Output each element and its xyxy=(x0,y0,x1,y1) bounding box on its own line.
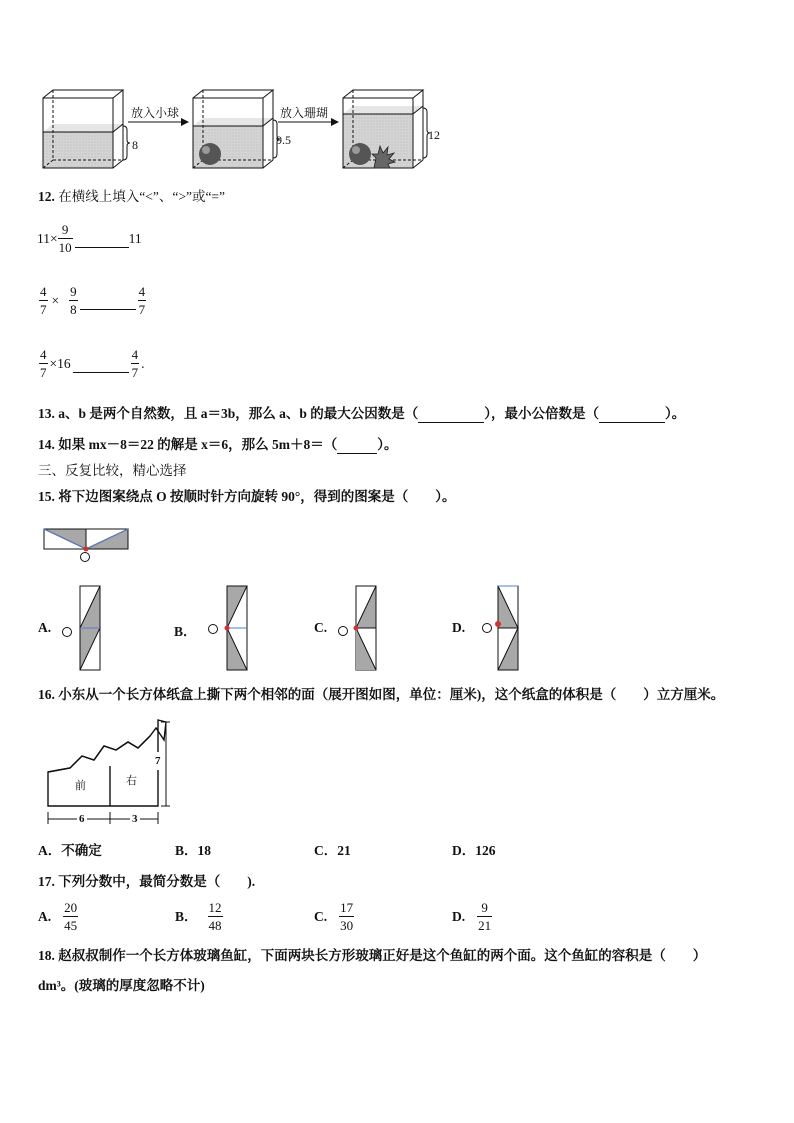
q12-l2-fraction2: $\frac{9}{8}$ xyxy=(70,284,77,317)
q17-option-c[interactable]: C. $\frac{17}{30}$ xyxy=(314,900,354,933)
q17-stem xyxy=(38,873,255,891)
q12-l1-blank[interactable] xyxy=(75,229,129,248)
q16-number: 16. xyxy=(38,687,55,702)
q16-height-label: 7 xyxy=(155,752,161,770)
q14-number: 14. xyxy=(38,437,55,452)
q12-l3-times16: ×16 xyxy=(49,355,71,371)
q12-line2 xyxy=(39,284,146,317)
q12-stem xyxy=(38,188,225,206)
q15-original-pattern xyxy=(40,524,140,564)
q12-l1-fraction: $\frac{9}{10}$ xyxy=(58,222,72,255)
q12-l2-blank[interactable] xyxy=(80,291,136,310)
q18-text: 赵叔叔制作一个长方体玻璃鱼缸，下面两块长方形玻璃正好是这个鱼缸的两个面。这个鱼缸的容积是（ ） xyxy=(58,948,707,963)
height-label-3: 12 xyxy=(428,128,440,142)
q16-text: 小东从一个长方体纸盒上撕下两个相邻的面（展开图如图，单位：厘米)，这个纸盒的体积是（ ）立方厘米。 xyxy=(58,687,725,702)
q14-text: 如果 mx－8＝22 的解是 x＝6，那么 5m＋8＝（ xyxy=(58,437,338,452)
q12-l2-fraction3: $\frac{4}{7}$ xyxy=(138,284,146,317)
container-3 xyxy=(343,90,430,168)
q12-text: 在横线上填入“<”、“>”或“=” xyxy=(58,189,226,204)
q17-option-a[interactable]: A. $\frac{20}{45}$ xyxy=(38,900,78,933)
q13-stem xyxy=(38,405,685,423)
q16-right-label: 右 xyxy=(126,775,137,787)
q12-l3-fraction2: $\frac{4}{7}$ xyxy=(131,347,139,380)
q12-l2-fraction1: $\frac{4}{7}$ xyxy=(40,284,47,317)
q14-blank[interactable] xyxy=(337,437,377,454)
q13-text-end: ）。 xyxy=(665,406,686,421)
q15-option-a-label[interactable]: A. xyxy=(38,620,52,635)
q17-option-b[interactable]: B． $\frac{12}{48}$ xyxy=(175,900,222,933)
q15-option-c-label[interactable]: C. xyxy=(314,620,328,635)
q12-l1-right: 11 xyxy=(128,230,142,246)
q17-option-d[interactable]: D. $\frac{9}{21}$ xyxy=(452,900,492,933)
q12-l1-left: 11× xyxy=(37,230,58,246)
height-label-2: 9.5 xyxy=(276,133,291,147)
q18-number: 18. xyxy=(38,948,55,963)
q12-line3 xyxy=(39,347,145,380)
q16-net-figure xyxy=(40,716,170,826)
q16-option-a[interactable]: A．不确定 xyxy=(38,843,102,858)
height-label-1: 8 xyxy=(132,138,138,152)
q15-option-c-figure[interactable] xyxy=(336,585,386,675)
q12-l3-fraction1: $\frac{4}{7}$ xyxy=(40,347,47,380)
q12-l2-times: × xyxy=(51,292,60,308)
q14-stem xyxy=(38,436,398,454)
q15-stem xyxy=(38,488,456,506)
section-3-heading: 三、反复比较，精心选择 xyxy=(38,463,187,478)
q16-stem xyxy=(38,686,724,704)
q13-text-mid: ），最小公倍数是（ xyxy=(484,406,600,421)
q15-option-b-figure[interactable] xyxy=(205,585,255,675)
q12-l3-period: . xyxy=(141,355,145,371)
q15-option-d-label[interactable]: D. xyxy=(452,620,466,635)
q12-number: 12. xyxy=(38,189,55,204)
q17-text: 下列分数中，最简分数是（ ). xyxy=(58,874,256,889)
q18-line2: dm³。(玻璃的厚度忽略不计) xyxy=(38,978,205,993)
container-2 xyxy=(193,90,280,168)
q18-stem xyxy=(38,947,706,965)
q15-option-d-figure[interactable] xyxy=(478,585,528,675)
q15-option-a-figure[interactable] xyxy=(60,585,105,675)
arrow2-label: 放入珊瑚 xyxy=(280,106,329,120)
q13-blank1[interactable] xyxy=(418,406,484,423)
container-figure xyxy=(40,84,460,174)
q13-blank2[interactable] xyxy=(599,406,665,423)
q12-line1 xyxy=(37,222,142,255)
q12-l3-blank[interactable] xyxy=(73,354,129,373)
q14-text-end: ）。 xyxy=(377,437,398,452)
q15-option-b-label[interactable]: B． xyxy=(174,624,197,639)
container-1 xyxy=(43,90,130,168)
q15-text: 将下边图案绕点 O 按顺时针方向旋转 90°，得到的图案是（ ）。 xyxy=(58,489,456,504)
q16-option-d[interactable]: D．126 xyxy=(452,843,496,858)
q16-option-b[interactable]: B．18 xyxy=(175,843,212,858)
q15-number: 15. xyxy=(38,489,55,504)
q13-number: 13. xyxy=(38,406,55,421)
arrow1-label: 放入小球 xyxy=(131,106,180,120)
q16-option-c[interactable]: C．21 xyxy=(314,843,351,858)
q16-width1-label: 6 xyxy=(77,810,87,828)
q17-number: 17. xyxy=(38,874,55,889)
q16-front-label: 前 xyxy=(75,780,86,792)
q16-width2-label: 3 xyxy=(130,810,140,828)
q13-text: a、b 是两个自然数，且 a＝3b，那么 a、b 的最大公因数是（ xyxy=(58,406,419,421)
